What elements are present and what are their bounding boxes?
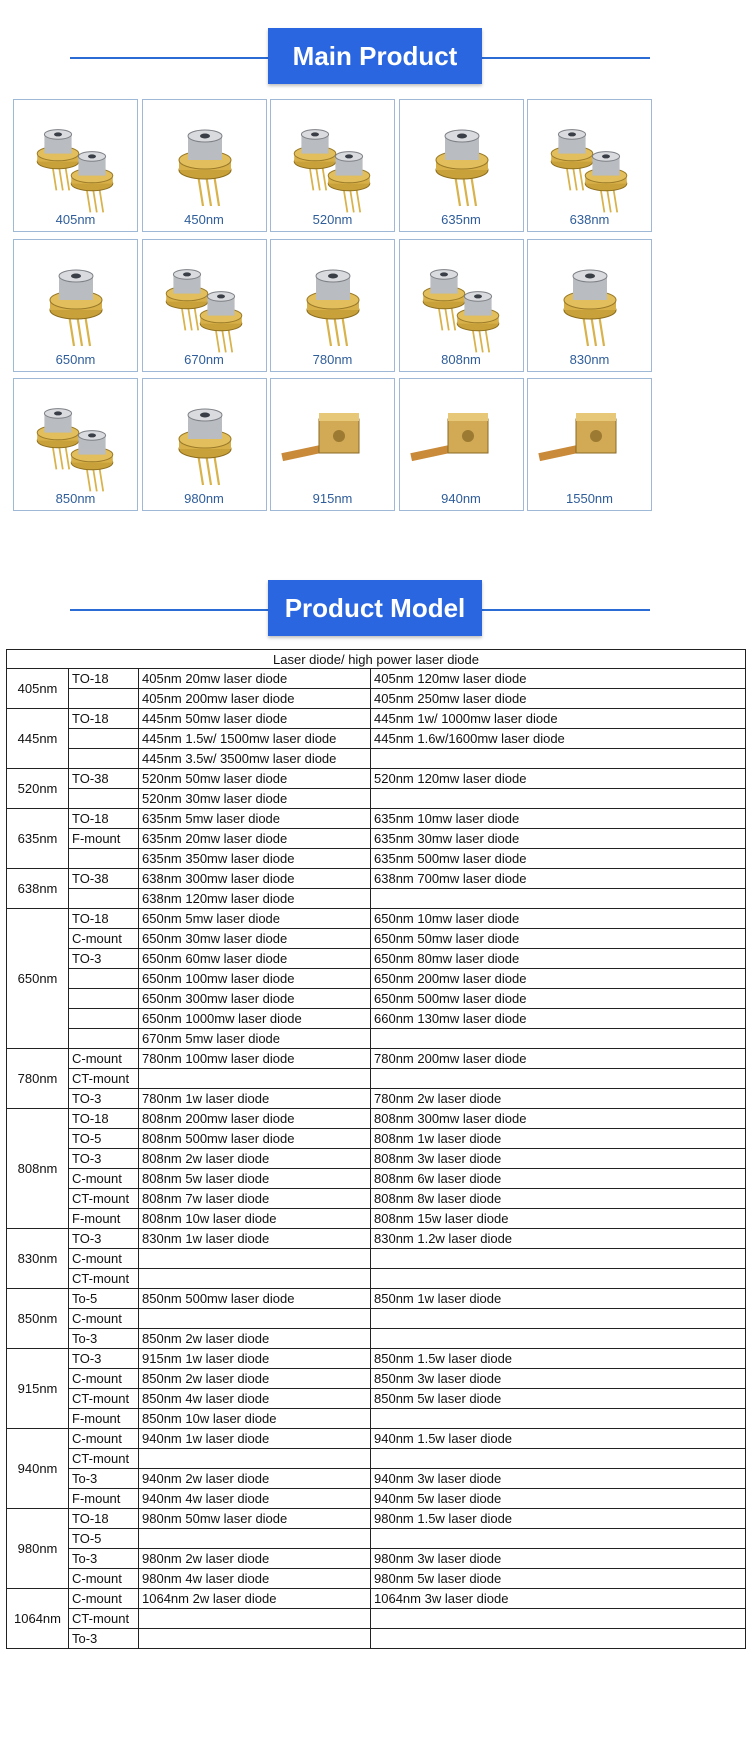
model-cell	[371, 1329, 746, 1349]
model-cell: 635nm 5mw laser diode	[139, 809, 371, 829]
model-cell: 780nm 2w laser diode	[371, 1089, 746, 1109]
product-model-banner	[0, 580, 750, 640]
model-cell: 808nm 15w laser diode	[371, 1209, 746, 1229]
model-cell: 980nm 4w laser diode	[139, 1569, 371, 1589]
table-row	[7, 1329, 746, 1349]
wavelength-cell: 915nm	[7, 1349, 69, 1429]
product-tile	[399, 239, 524, 372]
model-cell: 650nm 1000mw laser diode	[139, 1009, 371, 1029]
model-cell: 638nm 300mw laser diode	[139, 869, 371, 889]
table-header: Laser diode/ high power laser diode	[7, 650, 746, 669]
package-cell: TO-3	[69, 949, 139, 969]
package-cell: C-mount	[69, 1589, 139, 1609]
table-row	[7, 1309, 746, 1329]
model-cell	[371, 1609, 746, 1629]
model-cell	[139, 1529, 371, 1549]
model-cell: 445nm 1w/ 1000mw laser diode	[371, 709, 746, 729]
wavelength-cell: 445nm	[7, 709, 69, 769]
model-cell: 980nm 2w laser diode	[139, 1549, 371, 1569]
table-row	[7, 809, 746, 829]
model-cell: 635nm 30mw laser diode	[371, 829, 746, 849]
model-cell: 638nm 120mw laser diode	[139, 889, 371, 909]
package-cell: C-mount	[69, 1309, 139, 1329]
model-cell: 638nm 700mw laser diode	[371, 869, 746, 889]
model-cell: 650nm 30mw laser diode	[139, 929, 371, 949]
package-cell: To-3	[69, 1469, 139, 1489]
model-cell: 1064nm 2w laser diode	[139, 1589, 371, 1609]
table-row	[7, 1209, 746, 1229]
model-cell: 830nm 1w laser diode	[139, 1229, 371, 1249]
model-cell	[139, 1249, 371, 1269]
table-row	[7, 949, 746, 969]
table-row	[7, 869, 746, 889]
model-cell	[139, 1629, 371, 1649]
package-cell: CT-mount	[69, 1189, 139, 1209]
model-cell: 650nm 200mw laser diode	[371, 969, 746, 989]
product-tile	[527, 378, 652, 511]
package-cell: TO-38	[69, 869, 139, 889]
model-cell: 940nm 4w laser diode	[139, 1489, 371, 1509]
model-cell	[371, 1449, 746, 1469]
model-cell: 780nm 200mw laser diode	[371, 1049, 746, 1069]
table-row	[7, 1449, 746, 1469]
product-tile	[399, 99, 524, 232]
model-cell: 650nm 60mw laser diode	[139, 949, 371, 969]
table-row	[7, 929, 746, 949]
wavelength-cell: 638nm	[7, 869, 69, 909]
model-cell: 445nm 1.6w/1600mw laser diode	[371, 729, 746, 749]
table-row	[7, 1089, 746, 1109]
model-cell: 940nm 5w laser diode	[371, 1489, 746, 1509]
product-tile	[13, 99, 138, 232]
package-cell: C-mount	[69, 1569, 139, 1589]
model-cell: 808nm 3w laser diode	[371, 1149, 746, 1169]
package-cell	[69, 1029, 139, 1049]
package-cell: TO-18	[69, 669, 139, 689]
package-cell: CT-mount	[69, 1449, 139, 1469]
product-caption: 915nm	[312, 491, 353, 506]
package-cell	[69, 689, 139, 709]
package-cell: C-mount	[69, 1429, 139, 1449]
table-row	[7, 1369, 746, 1389]
package-cell	[69, 849, 139, 869]
table-row	[7, 1049, 746, 1069]
model-cell: 650nm 10mw laser diode	[371, 909, 746, 929]
model-cell	[139, 1609, 371, 1629]
model-cell: 850nm 1.5w laser diode	[371, 1349, 746, 1369]
wavelength-cell: 808nm	[7, 1109, 69, 1229]
wavelength-cell: 520nm	[7, 769, 69, 809]
package-cell	[69, 989, 139, 1009]
package-cell: CT-mount	[69, 1389, 139, 1409]
product-caption: 850nm	[55, 491, 96, 506]
package-cell: To-3	[69, 1549, 139, 1569]
product-caption: 405nm	[55, 212, 96, 227]
model-cell: 520nm 120mw laser diode	[371, 769, 746, 789]
model-cell	[371, 1269, 746, 1289]
package-cell: To-3	[69, 1329, 139, 1349]
table-row	[7, 969, 746, 989]
table-row	[7, 1549, 746, 1569]
model-cell	[371, 789, 746, 809]
model-cell: 808nm 1w laser diode	[371, 1129, 746, 1149]
model-cell: 808nm 2w laser diode	[139, 1149, 371, 1169]
model-cell	[139, 1269, 371, 1289]
model-cell: 850nm 2w laser diode	[139, 1369, 371, 1389]
model-cell: 980nm 5w laser diode	[371, 1569, 746, 1589]
package-cell	[69, 749, 139, 769]
table-row	[7, 849, 746, 869]
model-cell: 635nm 350mw laser diode	[139, 849, 371, 869]
model-cell: 635nm 20mw laser diode	[139, 829, 371, 849]
model-cell: 670nm 5mw laser diode	[139, 1029, 371, 1049]
model-cell: 850nm 5w laser diode	[371, 1389, 746, 1409]
package-cell	[69, 969, 139, 989]
product-caption: 638nm	[569, 212, 610, 227]
table-row	[7, 789, 746, 809]
wavelength-cell: 1064nm	[7, 1589, 69, 1649]
model-cell: 808nm 5w laser diode	[139, 1169, 371, 1189]
wavelength-cell: 405nm	[7, 669, 69, 709]
model-cell: 830nm 1.2w laser diode	[371, 1229, 746, 1249]
package-cell: TO-18	[69, 909, 139, 929]
table-row	[7, 769, 746, 789]
table-row	[7, 989, 746, 1009]
model-cell: 405nm 250mw laser diode	[371, 689, 746, 709]
package-cell: TO-3	[69, 1089, 139, 1109]
package-cell: C-mount	[69, 1049, 139, 1069]
model-cell: 808nm 7w laser diode	[139, 1189, 371, 1209]
product-tile	[270, 99, 395, 232]
table-row	[7, 1249, 746, 1269]
model-cell	[139, 1069, 371, 1089]
model-cell: 520nm 30mw laser diode	[139, 789, 371, 809]
product-tile	[142, 99, 267, 232]
product-model-title: Product Model	[268, 580, 482, 636]
product-tile	[270, 239, 395, 372]
model-cell: 650nm 50mw laser diode	[371, 929, 746, 949]
model-cell: 405nm 200mw laser diode	[139, 689, 371, 709]
model-cell: 650nm 500mw laser diode	[371, 989, 746, 1009]
wavelength-cell: 940nm	[7, 1429, 69, 1509]
model-cell: 980nm 3w laser diode	[371, 1549, 746, 1569]
product-tile	[142, 378, 267, 511]
model-cell: 808nm 300mw laser diode	[371, 1109, 746, 1129]
model-cell	[371, 1629, 746, 1649]
product-caption: 650nm	[55, 351, 96, 367]
table-row	[7, 749, 746, 769]
product-caption: 830nm	[569, 351, 610, 367]
product-tile	[399, 378, 524, 511]
package-cell: C-mount	[69, 1369, 139, 1389]
package-cell: C-mount	[69, 1169, 139, 1189]
table-row	[7, 689, 746, 709]
table-row	[7, 1029, 746, 1049]
package-cell: F-mount	[69, 1209, 139, 1229]
package-cell: TO-18	[69, 709, 139, 729]
model-cell	[371, 1409, 746, 1429]
table-row	[7, 669, 746, 689]
table-row	[7, 1469, 746, 1489]
table-row	[7, 1509, 746, 1529]
table-row	[7, 1409, 746, 1429]
main-product-title: Main Product	[268, 28, 482, 84]
model-cell	[371, 1029, 746, 1049]
package-cell: F-mount	[69, 829, 139, 849]
model-cell: 445nm 50mw laser diode	[139, 709, 371, 729]
table-row	[7, 1149, 746, 1169]
product-tile	[270, 378, 395, 511]
model-cell: 405nm 20mw laser diode	[139, 669, 371, 689]
model-cell: 980nm 1.5w laser diode	[371, 1509, 746, 1529]
main-product-banner	[0, 28, 750, 88]
table-row	[7, 1389, 746, 1409]
product-caption: 670nm	[184, 351, 224, 367]
model-cell: 1064nm 3w laser diode	[371, 1589, 746, 1609]
package-cell	[69, 1009, 139, 1029]
model-cell: 850nm 4w laser diode	[139, 1389, 371, 1409]
model-cell: 650nm 300mw laser diode	[139, 989, 371, 1009]
package-cell: TO-3	[69, 1229, 139, 1249]
product-tile	[527, 239, 652, 372]
model-cell	[371, 889, 746, 909]
table-row	[7, 1229, 746, 1249]
model-cell: 850nm 3w laser diode	[371, 1369, 746, 1389]
table-row	[7, 1429, 746, 1449]
package-cell: C-mount	[69, 929, 139, 949]
wavelength-cell: 830nm	[7, 1229, 69, 1289]
package-cell	[69, 729, 139, 749]
model-cell	[371, 1529, 746, 1549]
package-cell: CT-mount	[69, 1069, 139, 1089]
product-tile	[13, 239, 138, 372]
model-cell: 780nm 1w laser diode	[139, 1089, 371, 1109]
product-caption: 1550nm	[566, 491, 613, 506]
table-row	[7, 709, 746, 729]
product-caption: 980nm	[184, 491, 224, 506]
table-row	[7, 1289, 746, 1309]
product-caption: 450nm	[184, 212, 224, 227]
model-cell: 850nm 10w laser diode	[139, 1409, 371, 1429]
package-cell: F-mount	[69, 1489, 139, 1509]
product-tile	[142, 239, 267, 372]
table-row	[7, 1129, 746, 1149]
model-cell: 650nm 80mw laser diode	[371, 949, 746, 969]
table-row	[7, 1609, 746, 1629]
model-cell: 660nm 130mw laser diode	[371, 1009, 746, 1029]
package-cell	[69, 789, 139, 809]
model-cell: 808nm 8w laser diode	[371, 1189, 746, 1209]
model-cell: 635nm 10mw laser diode	[371, 809, 746, 829]
model-cell: 650nm 5mw laser diode	[139, 909, 371, 929]
wavelength-cell: 650nm	[7, 909, 69, 1049]
model-cell: 915nm 1w laser diode	[139, 1349, 371, 1369]
package-cell: TO-38	[69, 769, 139, 789]
model-cell: 808nm 10w laser diode	[139, 1209, 371, 1229]
package-cell: CT-mount	[69, 1609, 139, 1629]
model-cell: 850nm 500mw laser diode	[139, 1289, 371, 1309]
model-cell: 940nm 1w laser diode	[139, 1429, 371, 1449]
package-cell	[69, 889, 139, 909]
model-cell: 520nm 50mw laser diode	[139, 769, 371, 789]
package-cell: TO-3	[69, 1349, 139, 1369]
package-cell: TO-5	[69, 1529, 139, 1549]
table-row	[7, 1009, 746, 1029]
model-cell	[371, 1249, 746, 1269]
table-row	[7, 1189, 746, 1209]
model-cell	[139, 1449, 371, 1469]
package-cell: CT-mount	[69, 1269, 139, 1289]
product-tile	[527, 99, 652, 232]
product-model-table	[6, 649, 746, 1649]
wavelength-cell: 850nm	[7, 1289, 69, 1349]
model-cell: 980nm 50mw laser diode	[139, 1509, 371, 1529]
table-row	[7, 1269, 746, 1289]
table-row	[7, 1069, 746, 1089]
package-cell: TO-18	[69, 1109, 139, 1129]
model-cell: 808nm 6w laser diode	[371, 1169, 746, 1189]
table-row	[7, 1529, 746, 1549]
model-cell: 940nm 2w laser diode	[139, 1469, 371, 1489]
table-row	[7, 1589, 746, 1609]
table-row	[7, 829, 746, 849]
table-row	[7, 1169, 746, 1189]
model-cell	[371, 1309, 746, 1329]
product-caption: 940nm	[441, 491, 481, 506]
model-cell: 940nm 3w laser diode	[371, 1469, 746, 1489]
model-cell: 940nm 1.5w laser diode	[371, 1429, 746, 1449]
table-row	[7, 1629, 746, 1649]
model-cell: 850nm 2w laser diode	[139, 1329, 371, 1349]
product-caption: 635nm	[441, 212, 481, 227]
wavelength-cell: 635nm	[7, 809, 69, 869]
table-row	[7, 1109, 746, 1129]
table-row	[7, 1489, 746, 1509]
model-cell	[371, 749, 746, 769]
table-row	[7, 889, 746, 909]
table-row	[7, 1569, 746, 1589]
product-image-grid	[13, 99, 737, 564]
product-caption: 520nm	[312, 212, 353, 227]
package-cell: TO-18	[69, 1509, 139, 1529]
table-row	[7, 729, 746, 749]
package-cell: F-mount	[69, 1409, 139, 1429]
wavelength-cell: 980nm	[7, 1509, 69, 1589]
product-caption: 808nm	[441, 351, 481, 367]
wavelength-cell: 780nm	[7, 1049, 69, 1109]
package-cell: C-mount	[69, 1249, 139, 1269]
model-cell: 405nm 120mw laser diode	[371, 669, 746, 689]
package-cell: TO-3	[69, 1149, 139, 1169]
model-cell	[371, 1069, 746, 1089]
table-row	[7, 1349, 746, 1369]
model-cell: 635nm 500mw laser diode	[371, 849, 746, 869]
package-cell: TO-5	[69, 1129, 139, 1149]
model-cell: 445nm 3.5w/ 3500mw laser diode	[139, 749, 371, 769]
package-cell: To-3	[69, 1629, 139, 1649]
model-cell: 808nm 200mw laser diode	[139, 1109, 371, 1129]
package-cell: TO-18	[69, 809, 139, 829]
table-header-row	[7, 650, 746, 669]
model-cell: 650nm 100mw laser diode	[139, 969, 371, 989]
model-cell: 808nm 500mw laser diode	[139, 1129, 371, 1149]
model-cell: 780nm 100mw laser diode	[139, 1049, 371, 1069]
table-row	[7, 909, 746, 929]
model-cell: 850nm 1w laser diode	[371, 1289, 746, 1309]
model-cell: 445nm 1.5w/ 1500mw laser diode	[139, 729, 371, 749]
product-tile	[13, 378, 138, 511]
model-cell	[139, 1309, 371, 1329]
product-caption: 780nm	[312, 351, 353, 367]
package-cell: To-5	[69, 1289, 139, 1309]
